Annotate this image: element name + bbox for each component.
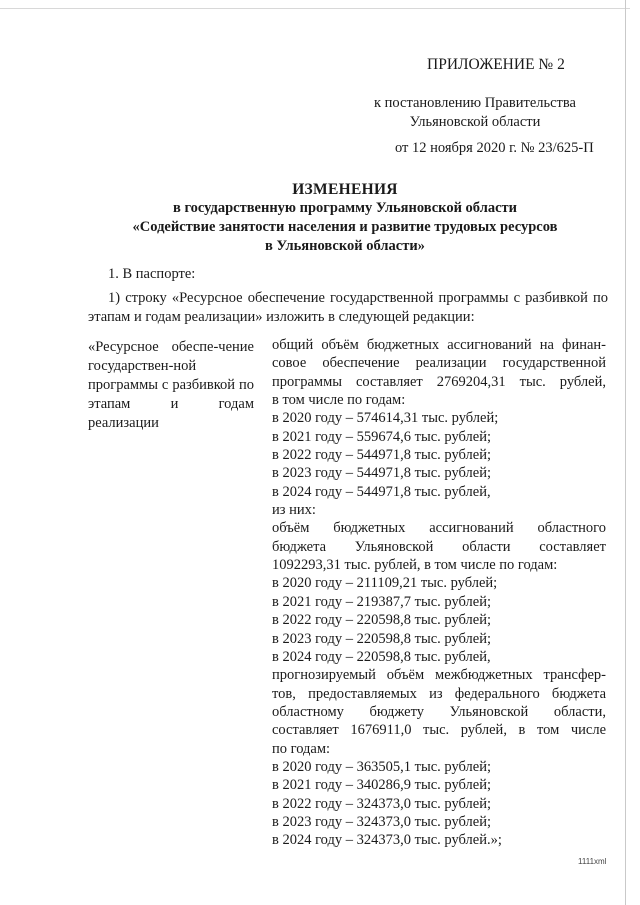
of-them-label: из них: bbox=[272, 502, 316, 519]
total-year-line: в 2021 году – 559674,6 тыс. рублей; bbox=[272, 428, 492, 445]
resolution-line-1: к постановлению Правительства bbox=[374, 95, 576, 111]
item-1-subitem: 1) строку «Ресурсное обеспечение государственной программы с разбивкой по этапам и годам реализации» изложить в следующей редакции: bbox=[88, 290, 608, 325]
scan-edge-top bbox=[0, 8, 630, 9]
title-line-3: «Содействие занятости населения и развитие трудовых ресурсов bbox=[132, 219, 558, 235]
federal-intro-line: составляет 1676911,0 тыс. рублей, в том числе bbox=[272, 722, 606, 739]
table-left-cell: «Ресурсное обеспе-чение государствен-ной программы с разбивкой по этапам и годам реализации bbox=[88, 339, 254, 431]
federal-intro-line: тов, предоставляемых из федерального бюджета bbox=[272, 685, 606, 702]
total-year-line: в 2023 году – 544971,8 тыс. рублей; bbox=[272, 465, 492, 482]
federal-intro-line: прогнозируемый объём межбюджетных трансфер- bbox=[272, 667, 606, 684]
total-year-line: в 2024 году – 544971,8 тыс. рублей, bbox=[272, 483, 491, 500]
document-stamp: 1111xml bbox=[578, 857, 607, 866]
federal-year-line: в 2021 году – 340286,9 тыс. рублей; bbox=[272, 777, 492, 794]
resolution-reference bbox=[350, 94, 600, 132]
table-right-cell bbox=[272, 336, 606, 850]
regional-year-line: в 2021 году – 219387,7 тыс. рублей; bbox=[272, 593, 492, 610]
total-intro-line: в том числе по годам: bbox=[272, 392, 406, 409]
item-1: 1. В паспорте: bbox=[108, 266, 196, 282]
title-line-1: ИЗМЕНЕНИЯ bbox=[292, 181, 398, 198]
document-title bbox=[90, 180, 600, 256]
federal-year-line: в 2020 году – 363505,1 тыс. рублей; bbox=[272, 758, 492, 775]
resolution-line-2: Ульяновской области bbox=[409, 114, 541, 130]
federal-year-line: в 2023 году – 324373,0 тыс. рублей; bbox=[272, 813, 492, 830]
total-year-line: в 2022 году – 544971,8 тыс. рублей; bbox=[272, 447, 492, 464]
regional-intro-line: 1092293,31 тыс. рублей, в том числе по годам: bbox=[272, 557, 558, 574]
regional-intro-line: бюджета Ульяновской области составляет bbox=[272, 538, 606, 555]
regional-year-line: в 2022 году – 220598,8 тыс. рублей; bbox=[272, 612, 492, 629]
total-intro-line: программы составляет 2769204,31 тыс. рублей, bbox=[272, 373, 606, 390]
total-year-line: в 2020 году – 574614,31 тыс. рублей; bbox=[272, 410, 499, 427]
appendix-label: ПРИЛОЖЕНИЕ № 2 bbox=[427, 56, 565, 73]
regional-intro-line: объём бюджетных ассигнований областного bbox=[272, 520, 606, 537]
resolution-date: от 12 ноября 2020 г. № 23/625-П bbox=[395, 140, 594, 156]
scan-edge-right bbox=[625, 0, 626, 905]
title-line-2: в государственную программу Ульяновской области bbox=[172, 200, 517, 216]
regional-year-line: в 2020 году – 211109,21 тыс. рублей; bbox=[272, 575, 498, 592]
regional-year-line: в 2024 году – 220598,8 тыс. рублей, bbox=[272, 648, 491, 665]
federal-year-line: в 2022 году – 324373,0 тыс. рублей; bbox=[272, 795, 492, 812]
total-intro-line: совое обеспечение реализации государственной bbox=[272, 355, 606, 372]
federal-year-line: в 2024 году – 324373,0 тыс. рублей.»; bbox=[272, 832, 502, 849]
title-line-4: в Ульяновской области» bbox=[265, 238, 425, 254]
federal-intro-line: по годам: bbox=[272, 740, 331, 757]
regional-year-line: в 2023 году – 220598,8 тыс. рублей; bbox=[272, 630, 492, 647]
total-intro-line: общий объём бюджетных ассигнований на финан- bbox=[272, 337, 606, 353]
federal-intro-line: областному бюджету Ульяновской области, bbox=[272, 703, 606, 720]
